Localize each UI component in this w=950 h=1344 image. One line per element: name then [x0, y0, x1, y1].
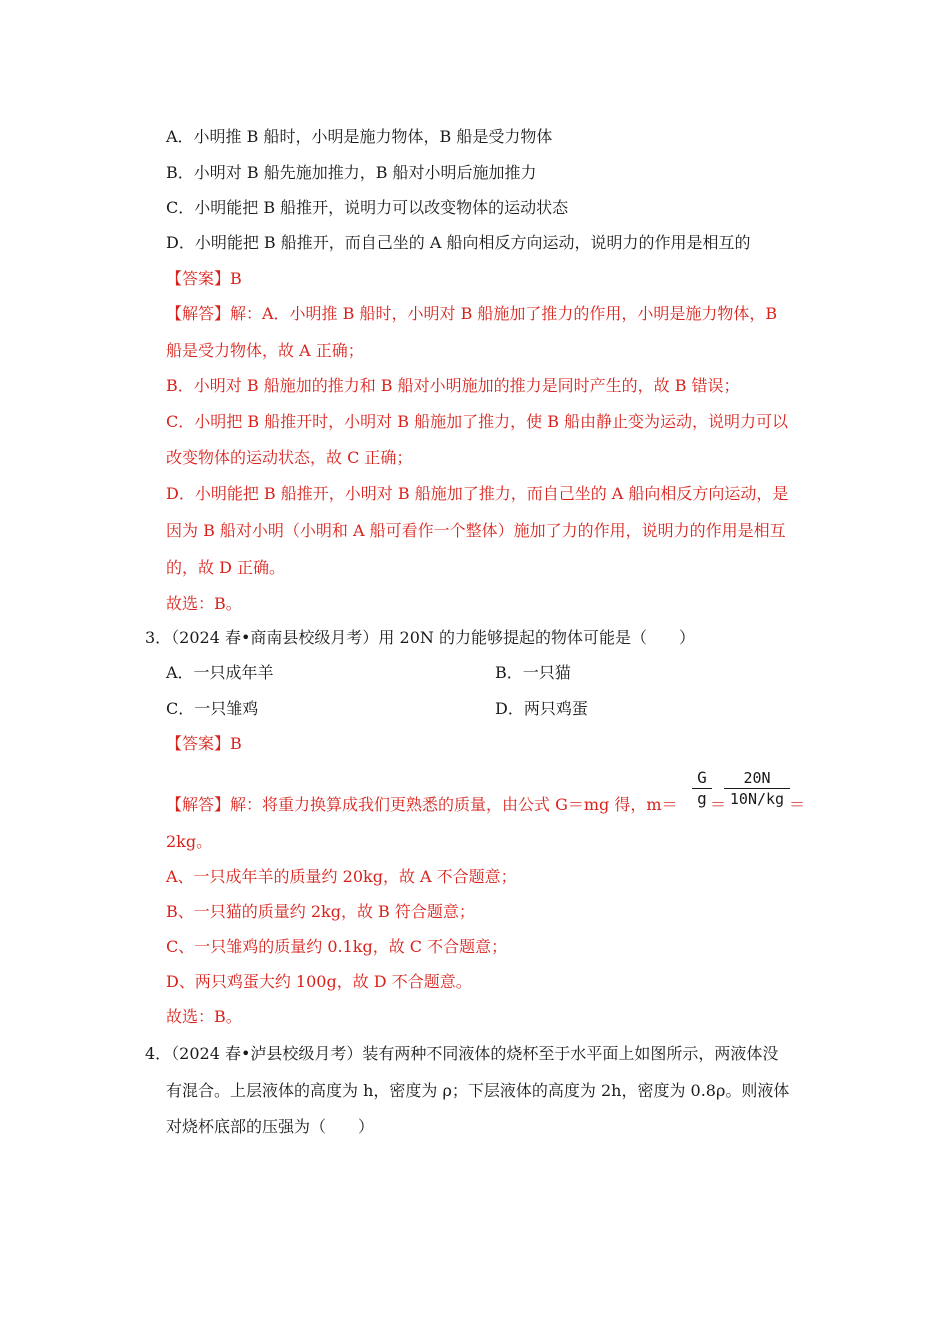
fraction-numerator: G — [697, 768, 707, 787]
fraction-g-over-g — [692, 768, 712, 809]
q3-stem: 3．（2024 春•商南县校级月考）用 20N 的力能够提起的物体可能是（ ） — [145, 628, 695, 647]
q4-stem-line: 有混合。上层液体的高度为 h，密度为 ρ；下层液体的高度为 2h，密度为 0.8ρ。则液体 — [166, 1081, 790, 1100]
q3-option-c: C．一只雏鸡 — [166, 699, 259, 718]
fraction-20n-over-10nkg — [724, 768, 790, 809]
q3-analysis-start: 【解答】解：将重力换算成我们更熟悉的质量，由公式 G＝mg 得，m＝ — [166, 795, 678, 814]
q4-stem-line: 对烧杯底部的压强为（ ） — [166, 1117, 375, 1136]
q3-option-a: A．一只成年羊 — [166, 663, 274, 682]
q3-analysis-line: D、两只鸡蛋大约 100g，故 D 不合题意。 — [166, 972, 472, 991]
q3-answer: 【答案】B — [166, 734, 242, 753]
q3-conclusion: 故选：B。 — [166, 1007, 242, 1026]
fraction-denominator: 10N/kg — [729, 790, 785, 808]
q2-option-b: B．小明对 B 船先施加推力，B 船对小明后施加推力 — [166, 163, 537, 182]
q2-analysis-line: 改变物体的运动状态，故 C 正确； — [166, 448, 413, 467]
q4-stem-line: 4．（2024 春•泸县校级月考）装有两种不同液体的烧杯至于水平面上如图所示，两液体没 — [145, 1044, 779, 1063]
q2-analysis-line: 的，故 D 正确。 — [166, 558, 286, 577]
q2-option-a: A．小明推 B 船时，小明是施力物体，B 船是受力物体 — [166, 127, 553, 146]
q3-analysis-line: B、一只猫的质量约 2kg，故 B 符合题意； — [166, 902, 475, 921]
q2-option-d: D．小明能把 B 船推开，而自己坐的 A 船向相反方向运动，说明力的作用是相互的 — [166, 233, 751, 252]
q2-analysis-line: B．小明对 B 船施加的推力和 B 船对小明施加的推力是同时产生的，故 B 错误； — [166, 376, 740, 395]
q2-answer: 【答案】B — [166, 269, 242, 288]
q2-analysis-line: C．小明把 B 船推开时，小明对 B 船施加了推力，使 B 船由静止变为运动，说明力可以 — [166, 412, 789, 431]
q2-analysis-line: D．小明能把 B 船推开，小明对 B 船施加了推力，而自己坐的 A 船向相反方向运动，是 — [166, 484, 789, 503]
fraction-denominator: g — [697, 789, 707, 808]
q2-option-c: C．小明能把 B 船推开，说明力可以改变物体的运动状态 — [166, 198, 569, 217]
q2-conclusion: 故选：B。 — [166, 594, 242, 613]
equals-sign: ＝ — [710, 795, 727, 814]
q3-option-b: B．一只猫 — [495, 663, 571, 682]
q2-analysis-line: 【解答】解：A．小明推 B 船时，小明对 B 船施加了推力的作用，小明是施力物体，B — [166, 304, 778, 323]
equals-sign: ＝ — [789, 795, 806, 814]
q3-analysis-line: C、一只雏鸡的质量约 0.1kg，故 C 不合题意； — [166, 937, 508, 956]
q2-analysis-line: 船是受力物体，故 A 正确； — [166, 341, 364, 360]
q3-analysis-cont: 2kg。 — [166, 832, 213, 851]
q3-analysis-line: A、一只成年羊的质量约 20kg，故 A 不合题意； — [166, 867, 517, 886]
q2-analysis-line: 因为 B 船对小明（小明和 A 船可看作一个整体）施加了力的作用，说明力的作用是相互 — [166, 521, 786, 540]
q3-option-d: D．两只鸡蛋 — [495, 699, 588, 718]
fraction-numerator: 20N — [743, 769, 771, 787]
